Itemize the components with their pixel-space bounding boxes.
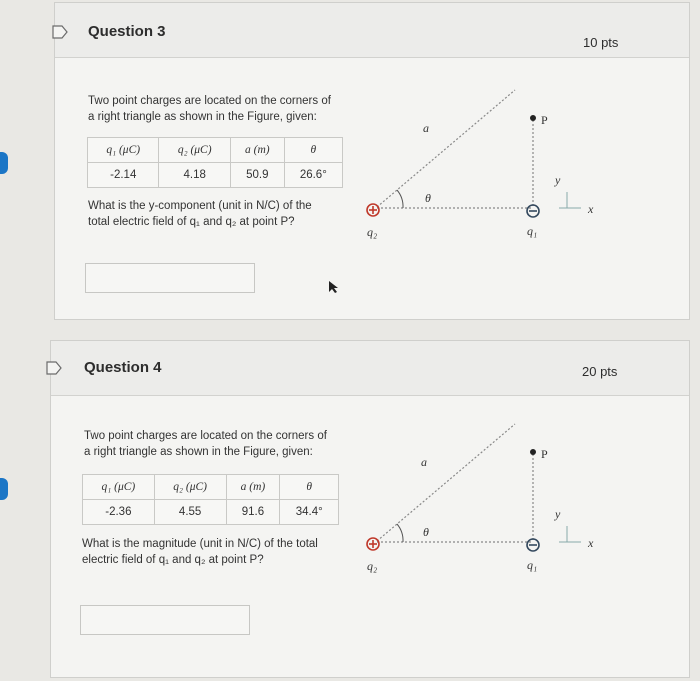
- question-4-points: 20 pts: [582, 364, 618, 379]
- question-4-prompt: [82, 536, 357, 568]
- table-header: q₂ (μC): [154, 475, 226, 500]
- table-cell: 26.6°: [284, 163, 342, 188]
- question-4-given-table: [82, 474, 339, 525]
- axes-icon: [559, 526, 581, 542]
- label-q2: q₂: [367, 225, 378, 239]
- question-3-figure: [355, 80, 615, 245]
- prompt-line: What is the y-component (unit in N/C) of the: [88, 200, 312, 212]
- table-cell: 50.9: [230, 163, 284, 188]
- label-theta: θ: [423, 525, 429, 539]
- label-x: x: [588, 202, 594, 216]
- label-theta: θ: [425, 191, 431, 205]
- intro-line: a right triangle as shown in the Figure, given:: [88, 111, 317, 123]
- intro-line: a right triangle as shown in the Figure, given:: [84, 446, 313, 458]
- question-3-answer-input[interactable]: [85, 263, 255, 293]
- prompt-line: total electric field of q₁ and q₂ at point P?: [88, 216, 295, 228]
- label-p: P: [541, 447, 548, 461]
- table-header: a (m): [226, 475, 280, 500]
- label-y: y: [555, 507, 561, 521]
- intro-line: Two point charges are located on the corners of: [84, 430, 327, 442]
- question-3-title: Question 3: [88, 23, 166, 40]
- axes-icon: [559, 192, 581, 208]
- label-x: x: [588, 536, 594, 550]
- bookmark-flag-icon[interactable]: [52, 25, 68, 39]
- left-edge-marker: [0, 478, 8, 500]
- hypotenuse-line: [377, 90, 515, 207]
- bookmark-flag-icon[interactable]: [46, 361, 62, 375]
- prompt-line: What is the magnitude (unit in N/C) of the total: [82, 538, 318, 550]
- point-p-dot: [530, 449, 536, 455]
- question-4-intro: [84, 428, 354, 460]
- q1-minus-icon: [527, 539, 539, 551]
- q2-plus-icon: [367, 538, 379, 550]
- q2-plus-icon: [367, 204, 379, 216]
- table-cell: 4.18: [159, 163, 230, 188]
- left-edge-marker: [0, 152, 8, 174]
- question-3-intro: [88, 93, 358, 125]
- question-3-points: 10 pts: [583, 35, 619, 50]
- label-q1: q₁: [527, 224, 538, 238]
- table-header: q₁ (μC): [83, 475, 155, 500]
- theta-arc: [397, 524, 403, 542]
- table-header: q₁ (μC): [88, 138, 159, 163]
- question-4-figure: [355, 414, 615, 579]
- table-header: a (m): [230, 138, 284, 163]
- label-a: a: [421, 455, 427, 469]
- question-3-prompt: [88, 198, 358, 230]
- table-cell: -2.36: [83, 500, 155, 525]
- hypotenuse-line: [377, 424, 515, 541]
- point-p-dot: [530, 115, 536, 121]
- cursor-arrow-icon: [328, 280, 340, 294]
- table-cell: 4.55: [154, 500, 226, 525]
- table-header: θ: [280, 475, 339, 500]
- label-q1: q₁: [527, 558, 538, 572]
- question-4-title: Question 4: [84, 359, 162, 376]
- table-cell: 91.6: [226, 500, 280, 525]
- question-4-answer-input[interactable]: [80, 605, 250, 635]
- table-cell: 34.4°: [280, 500, 339, 525]
- theta-arc: [397, 190, 403, 208]
- question-3-given-table: [87, 137, 343, 188]
- table-header: q₂ (μC): [159, 138, 230, 163]
- intro-line: Two point charges are located on the corners of: [88, 95, 331, 107]
- table-cell: -2.14: [88, 163, 159, 188]
- q1-minus-icon: [527, 205, 539, 217]
- label-a: a: [423, 121, 429, 135]
- prompt-line: electric field of q₁ and q₂ at point P?: [82, 554, 264, 566]
- label-p: P: [541, 113, 548, 127]
- label-y: y: [555, 173, 561, 187]
- label-q2: q₂: [367, 559, 378, 573]
- table-header: θ: [284, 138, 342, 163]
